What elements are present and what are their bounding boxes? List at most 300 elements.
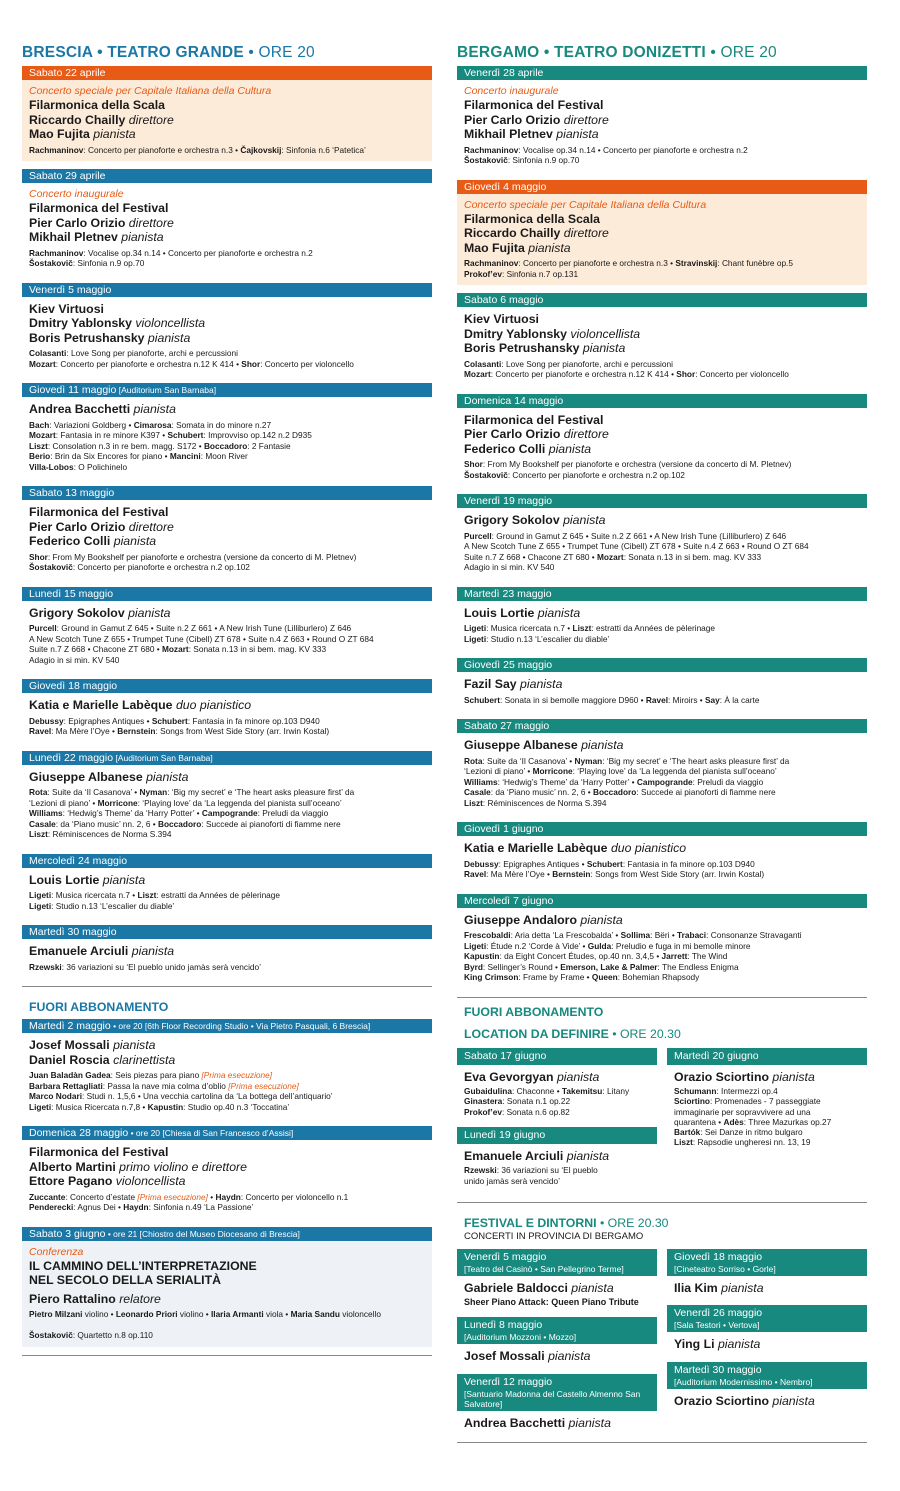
composer-name: Boccadoro <box>203 440 248 451</box>
program-text: : Ma Mère l’Oye • <box>51 726 118 736</box>
location-heading: LOCATION DA DEFINIRE • ORE 20.30 <box>464 1026 681 1041</box>
performer-name: Filarmonica del Festival <box>29 505 169 519</box>
program-line <box>674 1137 860 1147</box>
performer-role: primo violino e direttore <box>115 1159 247 1174</box>
event-date: Venerdì 5 maggio <box>29 283 112 296</box>
program <box>464 859 860 880</box>
event-date-bar <box>22 383 432 397</box>
event-date: Lunedì 15 maggio <box>29 587 114 600</box>
composer-name: Liszt <box>572 623 592 633</box>
performer-line <box>29 606 425 621</box>
program-line <box>29 441 425 452</box>
performer-name: Riccardo Chailly <box>29 112 126 127</box>
event-date: Giovedì 4 maggio <box>464 180 547 193</box>
program <box>29 1070 425 1112</box>
bergamo-fuori-abbonamento: FUORI ABBONAMENTO <box>464 1004 604 1019</box>
event-date: Giovedì 1 giugno <box>464 823 544 835</box>
program-text: : 36 variazioni su ‘El pueblo unido jamàs serà vencido’ <box>61 961 261 972</box>
composer-name: Liszt <box>29 440 48 451</box>
event-date: Venerdì 19 maggio <box>464 495 553 507</box>
grid-event <box>667 1048 867 1154</box>
composer-name: Barbara Rettagliati <box>29 1080 103 1091</box>
program-text: : Musica ricercata n.7 • <box>486 623 573 633</box>
program-line <box>464 962 860 973</box>
program-line <box>29 348 425 359</box>
event-body <box>22 1241 432 1347</box>
composer-name: Šostakovič <box>29 258 73 268</box>
concert-event <box>22 751 432 846</box>
program-line <box>29 1330 425 1341</box>
location-grid <box>457 1048 867 1192</box>
performer-name: Grigory Sokolov <box>29 605 125 620</box>
performer-name: Louis Lortie <box>29 872 100 887</box>
composer-name: Schumann <box>674 1086 717 1096</box>
program-text: : Promenades - 7 passeggiate <box>709 1096 821 1107</box>
program-text: : Quartetto n.8 op.110 <box>72 1330 153 1340</box>
performer-role: pianista <box>579 341 626 355</box>
program-text: : 2 Fantasie <box>247 440 291 451</box>
composer-name: King Crimson <box>464 972 519 982</box>
performer-name: Filarmonica del Festival <box>29 1145 169 1159</box>
program-line <box>464 258 860 269</box>
performer-line <box>29 402 425 417</box>
program-text: : Concerto per pianoforte e orchestra n.2 op.102 <box>507 469 685 480</box>
composer-name: Rota <box>464 755 483 766</box>
program-text: : Preludi da viaggio <box>692 776 764 787</box>
performer-line <box>464 1070 650 1085</box>
program-text: : da ‘Piano music’ nn. 2, 6 • <box>490 787 593 797</box>
event-body <box>22 1140 432 1219</box>
program-text: : ‘Hedwig’s Theme’ da ‘Harry Potter’ • <box>497 776 637 787</box>
program-text: : Songs from West Side Story (arr. Irwin Kostal) <box>590 869 765 879</box>
program-text: : Three Mazurkas op.27 <box>743 1116 832 1127</box>
performer-name: Emanuele Arciuli <box>464 1148 564 1163</box>
program-line <box>464 562 860 573</box>
performer-name: Mikhail Pletnev <box>29 230 118 244</box>
concert-event <box>457 894 867 989</box>
performer-name: Grigory Sokolov <box>464 513 560 527</box>
program <box>29 890 425 911</box>
program-line <box>464 777 860 788</box>
program-line <box>464 359 860 370</box>
performer-line <box>464 113 860 128</box>
program-text: : Moon River <box>200 451 248 461</box>
performer-line <box>464 738 860 753</box>
program-line <box>29 248 425 259</box>
composer-name: Rachmaninov <box>29 247 84 258</box>
program-line <box>29 1081 425 1092</box>
program <box>29 552 425 573</box>
composer-name: Mozart <box>29 430 56 440</box>
program-line <box>464 1096 650 1106</box>
program-text: : Epigraphes Antiques • <box>63 715 152 726</box>
program-line <box>464 766 860 777</box>
event-date-bar <box>457 1374 657 1411</box>
program <box>464 623 860 644</box>
composer-name: Purcell <box>464 530 492 541</box>
program-line <box>29 787 425 798</box>
program <box>464 1165 650 1186</box>
performer-role: pianista <box>516 677 563 691</box>
composer-name: Purcell <box>29 623 57 633</box>
program-text: : Fantasia in re minore K397 • <box>55 430 168 440</box>
concert-event <box>22 383 432 478</box>
program-line <box>674 1086 860 1096</box>
event-body <box>22 939 432 978</box>
program-line <box>464 623 860 634</box>
program-text: : ‘Big my secret’ e ‘The heart asks pleasure first’ da <box>602 755 790 766</box>
program <box>464 531 860 573</box>
performer-line <box>29 1160 425 1175</box>
composer-name: Pietro Milzani <box>29 1309 83 1319</box>
performer-role: pianista <box>768 1069 815 1084</box>
event-date: Sabato 27 maggio <box>464 720 550 732</box>
composer-name: Bernstein <box>552 869 591 879</box>
program <box>29 248 425 269</box>
program-line <box>29 1091 425 1102</box>
composer-name: Byrd <box>464 961 483 972</box>
grid-event <box>667 1362 867 1415</box>
program-text: : Sonata n.13 in si bem. mag. KV 333 <box>623 551 762 562</box>
performer-role: pianista <box>128 944 175 958</box>
composer-name: Prokof’ev <box>464 268 502 279</box>
performer-name: Ying Li <box>674 1337 715 1352</box>
program-text: : O Polichinelo <box>73 461 128 472</box>
program-text: : Concerto per pianoforte e orchestra n.3 • <box>83 144 241 155</box>
composer-name: Liszt <box>137 890 157 900</box>
program-text: : Intermezzi op.4 <box>716 1086 778 1096</box>
event-body <box>22 868 432 918</box>
event-date: Sabato 17 giugno <box>464 1049 547 1062</box>
performer-role: violoncellista <box>112 1174 186 1188</box>
program-text: : Preludio e fuga in mi bemolle minore <box>611 940 751 951</box>
performer-name: Giuseppe Albanese <box>464 738 578 752</box>
program-line <box>29 1320 425 1331</box>
performer-line <box>29 770 425 785</box>
program-line <box>29 890 425 901</box>
performer-line <box>674 1281 860 1296</box>
program-text: : Musica ricercata n.7 • <box>51 890 138 900</box>
composer-name: Marco Nodari <box>29 1091 83 1101</box>
performer-name: Pier Carlo Orizio <box>464 427 561 441</box>
performer-name: Federico Colli <box>464 441 546 456</box>
program-text: unido jamàs serà vencido’ <box>464 1175 560 1186</box>
bergamo-column <box>457 40 867 1443</box>
grid-event <box>457 1249 657 1314</box>
event-date: Mercoledì 24 maggio <box>29 854 128 867</box>
program-text: immaginarie per sopravvivere ad una <box>674 1106 811 1117</box>
event-label: Concerto inaugurale <box>29 188 124 200</box>
program-text: : Fantasia in fa minore op.103 D940 <box>187 715 320 726</box>
festival-subtitle: CONCERTI IN PROVINCIA DI BERGAMO <box>464 1230 644 1242</box>
composer-name: Villa-Lobos <box>29 461 74 472</box>
event-body <box>457 601 867 651</box>
brescia-fuori-abbonamento: FUORI ABBONAMENTO <box>29 1000 169 1014</box>
program-text: : Bohemian Rhapsody <box>617 972 700 982</box>
program-line <box>29 829 425 840</box>
program-line <box>464 541 860 552</box>
performer-name: Mao Fujita <box>464 240 525 255</box>
program-line <box>464 155 860 166</box>
program-text: : Sonata n.6 op.82 <box>501 1106 570 1117</box>
performer-role: pianista <box>534 605 581 620</box>
performer-line <box>464 127 860 142</box>
program-text: : Epigraphes Antiques • <box>498 858 587 869</box>
composer-name: Ligeti <box>29 900 52 911</box>
composer-name: Colasanti <box>29 348 67 358</box>
composer-name: Ilaria Armanti <box>210 1309 264 1319</box>
program-line <box>29 1070 425 1081</box>
program <box>29 420 425 473</box>
event-date-bar <box>22 925 432 939</box>
composer-name: Casale <box>29 818 56 829</box>
performer-name: Mao Fujita <box>29 127 90 141</box>
performer-role: pianista <box>89 127 136 141</box>
event-body <box>457 908 867 989</box>
composer-name: Šostakovič <box>29 1330 73 1340</box>
composer-name: Bach <box>29 419 50 430</box>
event-date-bar <box>457 394 867 408</box>
program <box>464 459 860 480</box>
composer-name: Sollima <box>620 930 651 940</box>
festival-heading: FESTIVAL E DINTORNI • ORE 20.30 <box>464 1215 669 1230</box>
premiere-note: [Prima esecuzione] <box>228 1080 299 1091</box>
program-text: : Studio op.40 n.3 ‘Toccatina’ <box>183 1101 290 1112</box>
program-line <box>29 1192 425 1203</box>
program-text: : Preludi da viaggio <box>257 808 329 818</box>
concert-event <box>22 854 432 918</box>
event-date-bar <box>22 679 432 693</box>
program <box>29 962 425 973</box>
program-text: viola • <box>263 1309 291 1319</box>
event-venue-tag: [Teatro del Casinò • San Pellegrino Terme] <box>464 1263 624 1274</box>
program-line <box>464 787 860 798</box>
event-label: Conferenza <box>29 1245 84 1258</box>
program-text: : ‘Playing love’ da ‘La leggenda del pianista sull’oceano’ <box>137 797 342 808</box>
performer-name: Andrea Bacchetti <box>464 1415 566 1430</box>
event-date: Sabato 3 giugno <box>29 1227 106 1240</box>
program <box>29 1309 425 1341</box>
program-text: : Bëri • <box>650 930 678 940</box>
program-line <box>29 462 425 473</box>
performer-role: pianista <box>576 912 623 927</box>
composer-name: Ravel <box>29 726 52 736</box>
program <box>464 258 860 279</box>
event-date-bar <box>457 180 867 194</box>
concert-event <box>457 494 867 579</box>
composer-name: Penderecki <box>29 1202 74 1212</box>
performer-name: Kiev Virtuosi <box>29 301 104 316</box>
composer-name: Čajkovskij <box>240 144 282 155</box>
composer-name: Rzewski <box>29 961 62 972</box>
program-text: violoncello <box>339 1309 381 1319</box>
performer-role: pianista <box>117 230 164 244</box>
performer-line <box>29 316 425 331</box>
performer-name: Giuseppe Albanese <box>29 769 143 784</box>
program-text: : Concerto per pianoforte e orchestra n.12 K 414 • <box>490 369 677 379</box>
composer-name: Liszt <box>674 1137 693 1148</box>
composer-name: Ligeti <box>464 940 487 951</box>
composer-name: Ligeti <box>464 623 487 633</box>
composer-name: Campogrande <box>636 776 693 787</box>
composer-name: Takemitsu <box>561 1086 603 1096</box>
program-line <box>464 470 860 481</box>
composer-name: Ravel <box>464 869 487 879</box>
program-line <box>674 1096 860 1106</box>
performer-line <box>464 413 860 428</box>
program-text: : Agnus Dei • <box>73 1202 124 1212</box>
composer-name: Šostakovič <box>464 155 508 165</box>
program-text: quarantena • <box>674 1116 724 1127</box>
program-text: Suite n.7 Z 668 • Chacone ZT 680 • <box>29 644 162 654</box>
composer-name: Mozart <box>29 358 56 369</box>
program-line <box>464 930 860 941</box>
program-text: • <box>207 1191 216 1202</box>
performer-name: Ettore Pagano <box>29 1174 113 1188</box>
program-line <box>464 531 860 542</box>
program-text: : Somata in do minore n.27 <box>171 419 272 430</box>
composer-name: Debussy <box>464 858 499 869</box>
premiere-note: [Prima esecuzione] <box>137 1191 208 1202</box>
performer-role: pianista <box>559 513 606 527</box>
composer-name: Morricone <box>97 797 138 808</box>
performer-role: pianista <box>577 738 624 752</box>
event-date: Giovedì 18 maggio <box>29 680 118 692</box>
program-line <box>29 644 425 655</box>
composer-name: Mozart <box>596 551 624 562</box>
composer-name: Berio <box>29 451 51 461</box>
composer-name: Say <box>705 694 720 705</box>
concert-event <box>22 169 432 275</box>
performer-role: duo pianistico <box>172 698 252 712</box>
composer-name: Shor <box>464 459 483 469</box>
event-body <box>22 183 432 275</box>
event-date-bar <box>22 854 432 868</box>
program-text: : Concerto per violoncello <box>260 358 354 369</box>
program-line <box>464 941 860 952</box>
program-line <box>464 1107 650 1117</box>
composer-name: Trabaci <box>677 930 707 940</box>
program-text: Suite n.7 Z 668 • Chacone ZT 680 • <box>464 551 597 562</box>
event-body <box>457 80 867 172</box>
grid-event <box>457 1127 657 1192</box>
performer-line <box>464 677 860 692</box>
performer-line <box>29 127 425 142</box>
event-date: Martedì 23 maggio <box>464 587 552 600</box>
performer-name: Pier Carlo Orizio <box>464 112 561 127</box>
event-date-bar <box>457 822 867 836</box>
performer-line <box>29 505 425 520</box>
performer-line <box>464 841 860 856</box>
composer-name: Campogrande <box>201 808 258 818</box>
program-text: : ‘Playing love’ da ‘La leggenda del pianista sull’oceano’ <box>572 766 777 776</box>
composer-name: Schubert <box>151 715 188 726</box>
performer-line <box>464 513 860 528</box>
event-body <box>457 508 867 579</box>
program-text: : From My Bookshelf per pianoforte e orchestra (versione da concerto di M. Pletnev) <box>47 551 357 562</box>
composer-name: Emerson, Lake & Palmer <box>560 961 658 972</box>
program-text: : Chaconne • <box>511 1086 562 1096</box>
program-text: : Love Song per pianoforte, archi e percussioni <box>66 348 238 358</box>
performer-role: violoncellista <box>566 326 641 341</box>
composer-name: Kapustin <box>147 1101 184 1112</box>
composer-name: Casale <box>464 787 491 797</box>
composer-name: Cimarosa <box>133 419 172 430</box>
performer-name: Boris Petrushansky <box>464 341 580 355</box>
event-date-bar <box>22 587 432 601</box>
program-text: : da Eight Concert Études, op.40 nn. 3,4,5 • <box>499 951 662 961</box>
performer-role: pianista <box>553 1069 600 1084</box>
performer-role: direttore <box>560 427 609 441</box>
event-date-bar <box>457 494 867 508</box>
event-body <box>22 693 432 743</box>
program-text: : da ‘Piano music’ nn. 2, 6 • <box>55 818 158 829</box>
program-line <box>464 145 860 156</box>
performer-name: Orazio Sciortino <box>674 1069 769 1084</box>
composer-name: Morricone <box>532 766 573 776</box>
composer-name: Nyman <box>574 755 603 766</box>
program <box>464 695 860 706</box>
performer-name: Pier Carlo Orizio <box>29 215 126 230</box>
concert-event <box>22 587 432 672</box>
performer-line <box>464 212 860 227</box>
program-line <box>29 420 425 431</box>
event-date: Venerdì 5 maggio <box>464 1250 547 1263</box>
program-text: : Concerto per violoncello n.1 <box>240 1191 349 1202</box>
program-text: : Vocalise op.34 n.14 • Concerto per pianoforte e orchestra n.2 <box>518 144 748 155</box>
composer-name: Ligeti <box>29 1101 52 1112</box>
event-venue-tag: [Cineteatro Sorriso • Gorle] <box>674 1263 776 1274</box>
composer-name: Gulda <box>587 940 612 951</box>
event-date-bar <box>22 169 432 183</box>
performer-name: Eva Gevorgyan <box>464 1069 554 1084</box>
composer-name: Shor <box>676 369 696 379</box>
composer-name: Haydn <box>123 1202 149 1212</box>
performer-role: pianista <box>552 127 599 141</box>
event-date: Martedì 20 giugno <box>674 1049 759 1062</box>
concert-event <box>22 66 432 161</box>
event-body <box>457 307 867 386</box>
program-line <box>29 808 425 819</box>
event-body <box>457 836 867 886</box>
concert-event <box>457 587 867 651</box>
event-date: Venerdì 12 maggio <box>464 1375 553 1388</box>
composer-name: Stravinskij <box>675 258 718 268</box>
program-text: : Succede ai pianoforti di fiamme nere <box>636 787 776 797</box>
program-text: : Fantasia in fa minore op.103 D940 <box>622 858 755 869</box>
program-line <box>29 359 425 370</box>
event-date-bar <box>22 1126 432 1140</box>
performer-line <box>29 1038 425 1053</box>
program-text: violino • <box>82 1309 116 1319</box>
composer-name: Gubaidulina <box>464 1086 512 1096</box>
composer-name: Ravel <box>645 694 668 705</box>
event-date-bar <box>22 486 432 500</box>
event-body <box>667 1065 867 1154</box>
composer-name: Queen <box>591 972 618 982</box>
brescia-column <box>22 40 432 1356</box>
concert-event <box>22 1019 432 1118</box>
festival-grid <box>457 1249 867 1437</box>
performer-name: Josef Mossali <box>29 1038 110 1052</box>
performer-role: pianista <box>768 1393 815 1408</box>
event-body <box>457 1065 657 1123</box>
performer-line <box>29 201 425 216</box>
program-text: A New Scotch Tune Z 655 • Trumpet Tune (Cibell) ZT 678 • Suite n.4 Z 663 • Round O ZT 684 <box>464 541 809 551</box>
premiere-note: [Prima esecuzione] <box>201 1070 273 1080</box>
performer-role: pianista <box>124 605 171 620</box>
event-body <box>22 500 432 579</box>
